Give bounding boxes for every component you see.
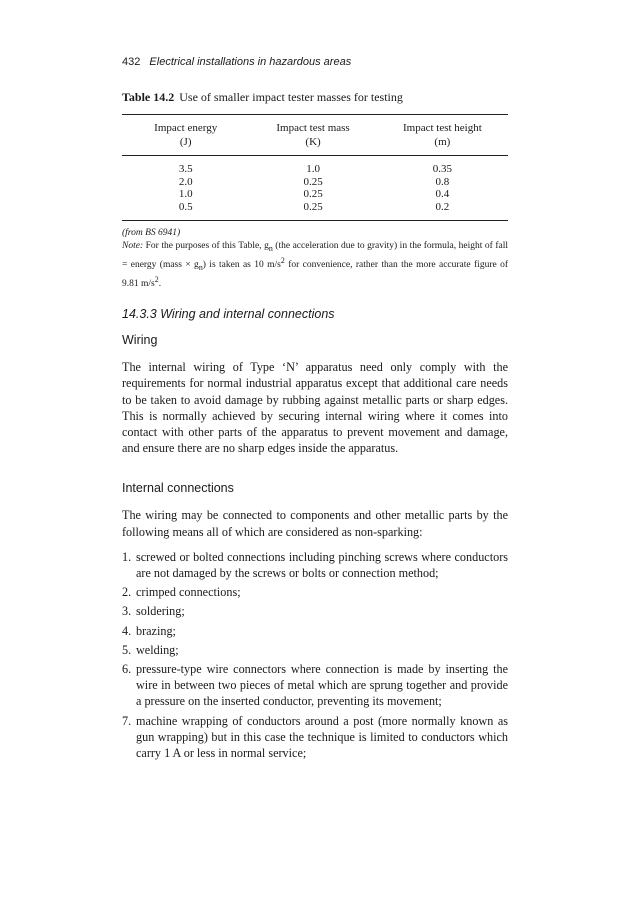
- list-item: 3. soldering;: [122, 604, 185, 619]
- table-label: Table 14.2: [122, 90, 175, 104]
- list-item: 5. welding;: [122, 642, 179, 657]
- table-cell: 0.2: [435, 200, 450, 213]
- section-heading: 14.3.3 Wiring and internal connections: [122, 307, 335, 322]
- table-source: (from BS 6941): [122, 228, 181, 238]
- column-header-energy: Impact energy (J): [154, 122, 218, 148]
- table-header-row: [122, 115, 508, 156]
- table-cell: 0.35: [432, 163, 452, 175]
- column-header-height: Impact test height (m): [402, 122, 482, 148]
- running-head-title: Electrical installations in hazardous areas: [149, 56, 352, 68]
- running-head: [122, 56, 508, 68]
- table-caption-text: Use of smaller impact tester masses for testing: [179, 90, 403, 104]
- page-number: 432: [122, 56, 141, 68]
- list-item: 4. brazing;: [122, 623, 176, 638]
- list-item: 6. pressure-type wire connectors where connection is made by inserting the wire in between two pieces of metal which are sprung together and provide a pressure on the inserted conductor, preventing its movement;: [122, 661, 508, 709]
- book-page: [122, 56, 508, 764]
- internal-connections-heading: Internal connections: [122, 481, 234, 496]
- table-bottom-rule: [122, 220, 508, 221]
- table-row: [122, 201, 508, 221]
- table-cell: 0.25: [303, 200, 323, 213]
- table-cell: 3.5: [178, 163, 193, 175]
- impact-table: [122, 115, 508, 220]
- list-item: 2. crimped connections;: [122, 585, 241, 600]
- table-cell: 2.0: [178, 175, 193, 188]
- connection-methods-list: [122, 549, 508, 761]
- column-header-mass: Impact test mass (K): [276, 122, 350, 148]
- list-item: 1. screwed or bolted connections including pinching screws where conductors are not damaged by the screws or bolts or connection method;: [122, 549, 508, 580]
- table-cell: 1.0: [178, 188, 193, 200]
- table-cell: 0.25: [303, 188, 323, 200]
- table-cell: 0.25: [303, 175, 323, 188]
- list-item: 7. machine wrapping of conductors around a post (more normally known as gun wrapping) but in this case the technique is limited to conductors which carry 1 A or less in normal service;: [122, 713, 508, 760]
- note-label: Note:: [122, 241, 144, 251]
- internal-connections-paragraph: The wiring may be connected to components and other metallic parts by the following means all of which are considered as non-sparking:: [122, 508, 508, 539]
- table-cell: 1.0: [306, 163, 320, 175]
- table-row: [122, 176, 508, 189]
- table-caption: [122, 90, 508, 105]
- table-note: Note: For the purposes of this Table, $g_n$ (the acceleration due to gravity) in the formula, height of fall = energy (mass × $g_n$) is taken as 10 $m/s^2$ for convenience, rather than the more accurate figure of 9.81 $m/s^2$.: [122, 241, 508, 290]
- table-cell: 0.5: [178, 200, 193, 213]
- wiring-heading: Wiring: [122, 333, 158, 348]
- table-cell: 0.4: [435, 188, 450, 200]
- table-cell: 0.8: [435, 175, 450, 188]
- wiring-paragraph: The internal wiring of Type ‘N’ apparatus need only comply with the requirements for normal industrial apparatus except that additional care needs to be taken to avoid damage by rubbing against metallic parts or sharp edges. This is normally achieved by securing internal wiring where it comes into contact with other parts of the apparatus to prevent movement and damage, and ensure there are no sharp edges inside the apparatus.: [122, 360, 508, 456]
- table-row: [122, 156, 508, 176]
- table-row: [122, 188, 508, 201]
